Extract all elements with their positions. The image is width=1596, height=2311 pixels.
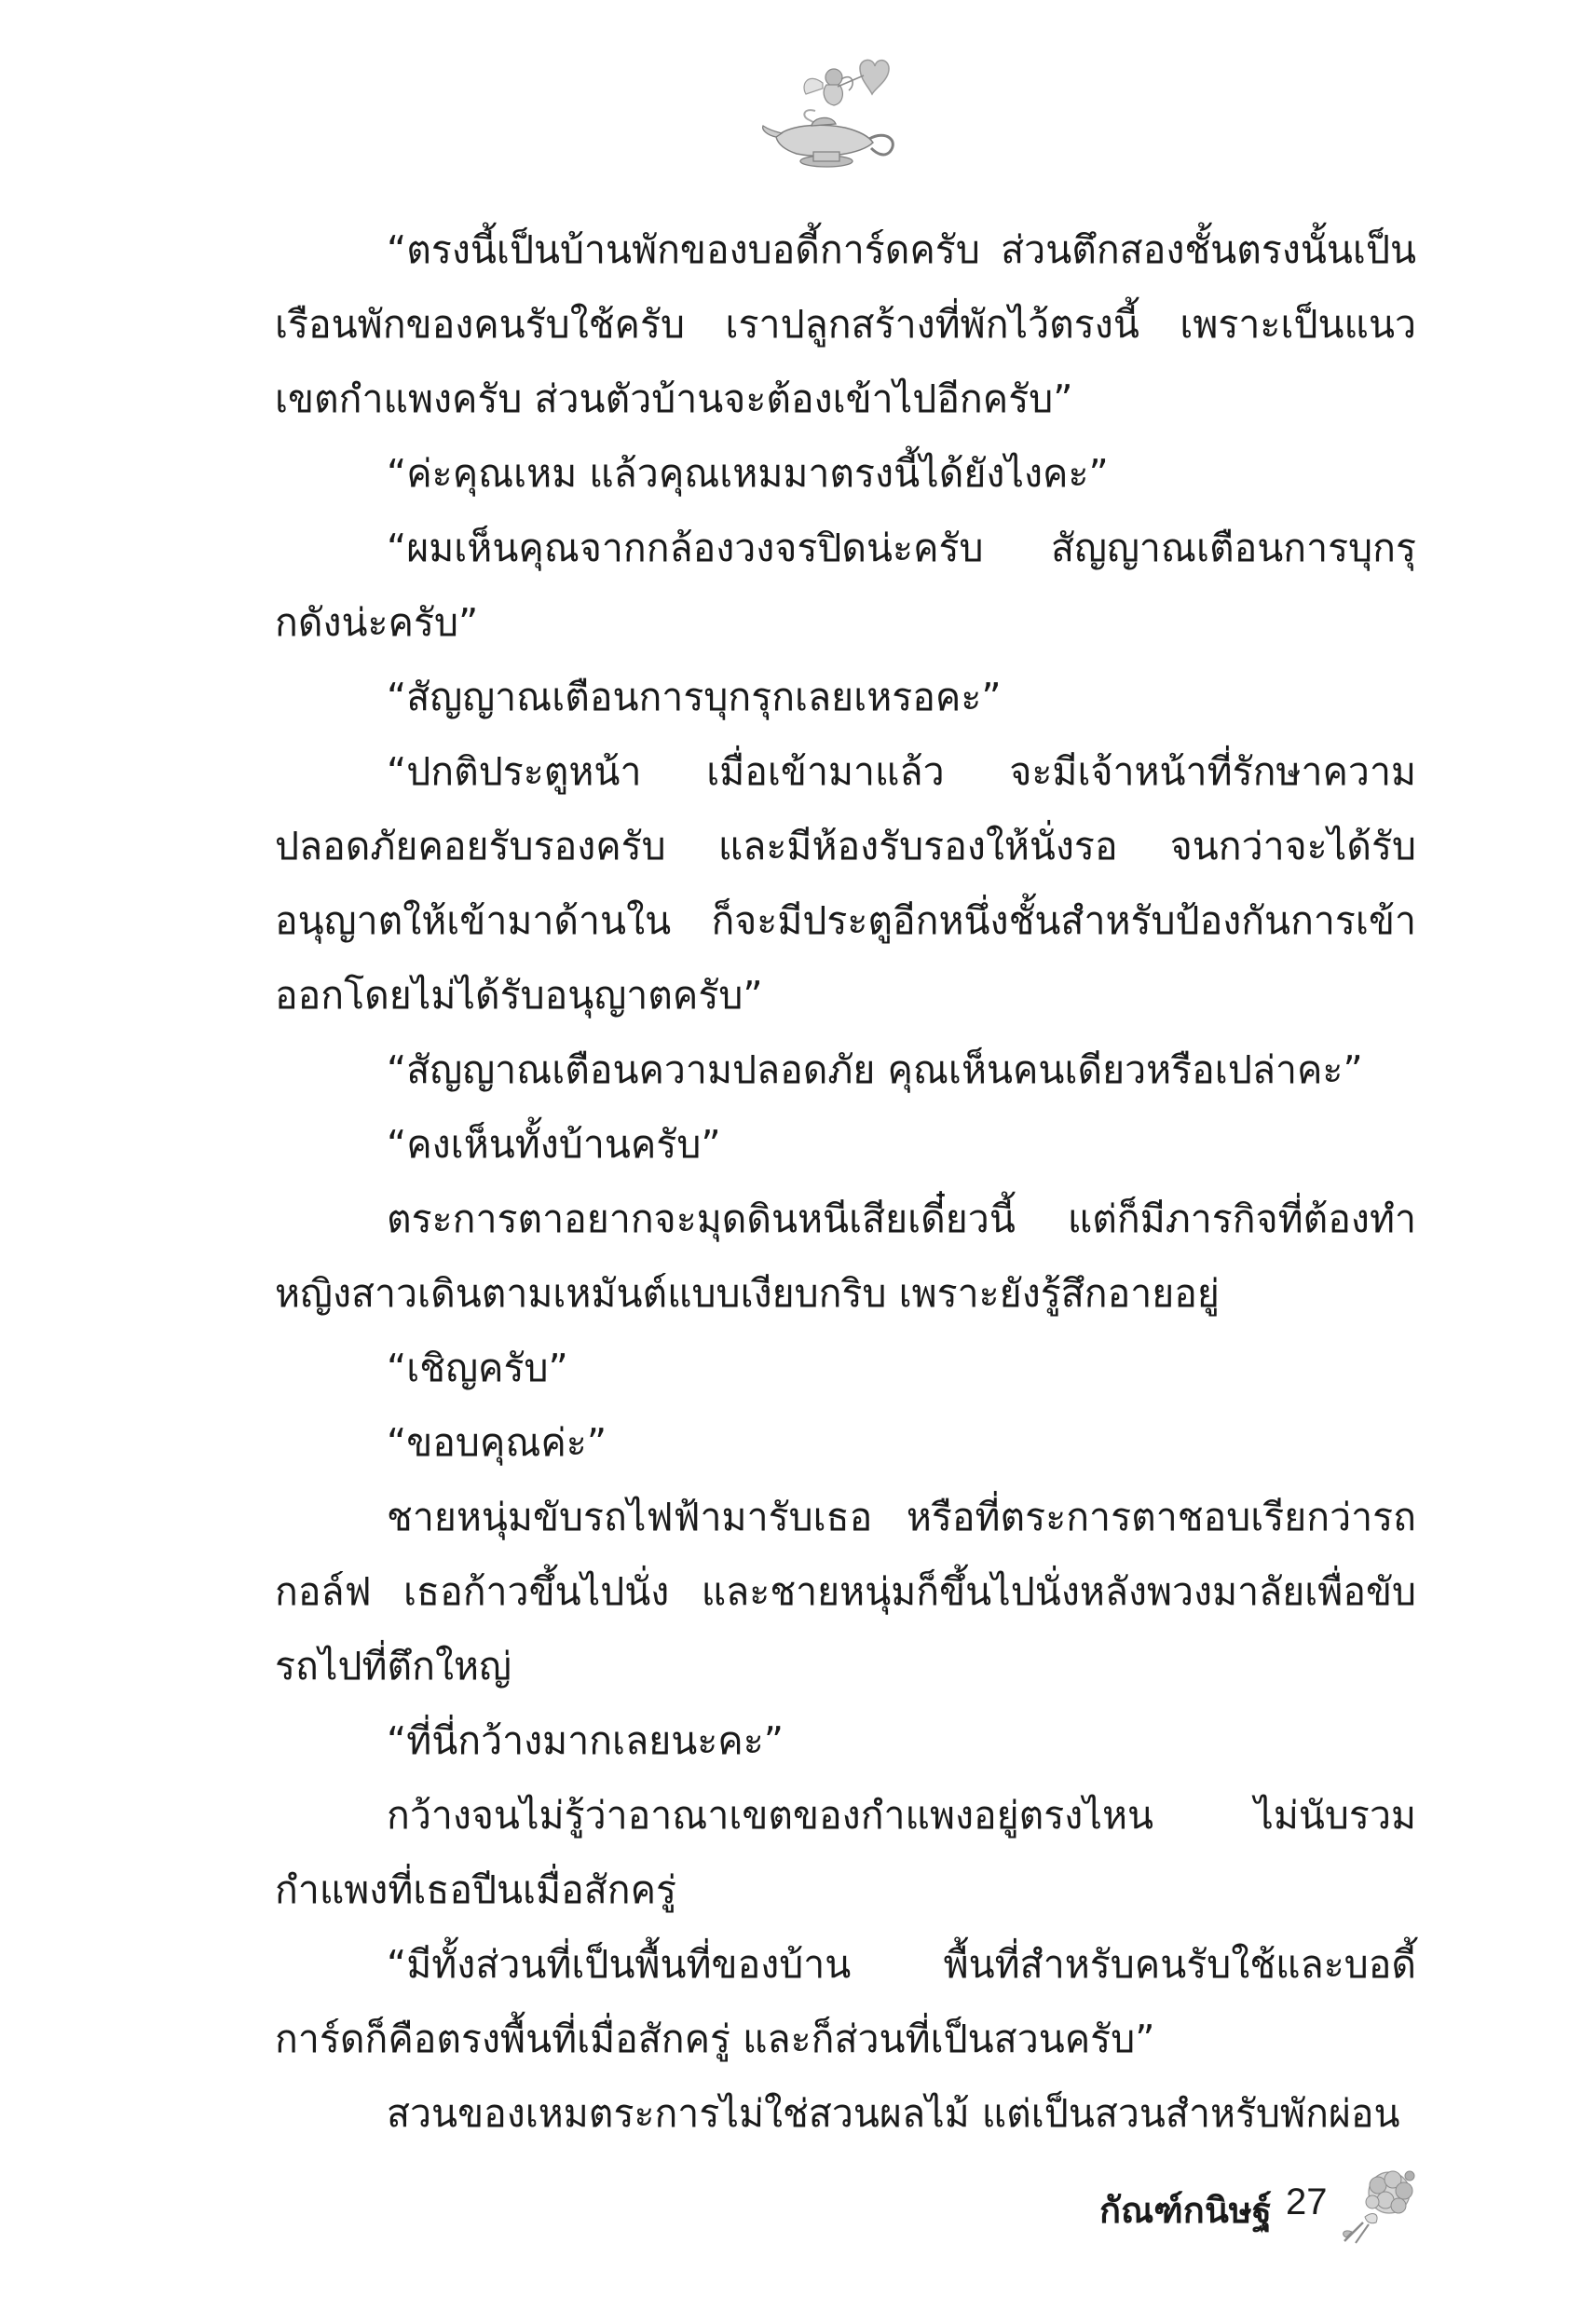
lamp-with-cupid-ornament-icon xyxy=(759,51,904,177)
paragraph: “ที่นี่กว้างมากเลยนะคะ” xyxy=(387,1718,784,1763)
paragraph: “สัญญาณเตือนความปลอดภัย คุณเห็นคนเดียวหรือเปล่าคะ” xyxy=(387,1047,1363,1092)
paragraph: “ค่ะคุณเหม แล้วคุณเหมมาตรงนี้ได้ยังไงคะ” xyxy=(387,451,1109,496)
book-title: กัณฑ์กนิษฐ์ xyxy=(1099,2190,1272,2231)
paragraph: ชายหนุ่มขับรถไฟฟ้ามารับเธอ หรือที่ตระการตาชอบเรียกว่ารถกอล์ฟ เธอก้าวขึ้นไปนั่ง และชายหนุ่มก็ขึ้นไปนั่งหลังพวงมาลัยเพื่อขับรถไปที่ตึกใหญ่ xyxy=(275,1495,1416,1689)
paragraph: “คงเห็นทั้งบ้านครับ” xyxy=(387,1122,721,1167)
chapter-body xyxy=(275,212,1416,2151)
paragraph: “ตรงนี้เป็นบ้านพักของบอดี้การ์ดครับ ส่วนตึกสองชั้นตรงนั้นเป็นเรือนพักของคนรับใช้ครับ เราปลูกสร้างที่พักไว้ตรงนี้ เพราะเป็นแนวเขตกำแพงครับ ส่วนตัวบ้านจะต้องเข้าไปอีกครับ” xyxy=(275,227,1416,421)
page-footer xyxy=(1099,2157,1509,2246)
paragraph: “สัญญาณเตือนการบุกรุกเลยเหรอคะ” xyxy=(387,675,1002,719)
flower-bouquet-ornament-icon xyxy=(1328,2157,1435,2246)
paragraph: สวนของเหมตระการไม่ใช่สวนผลไม้ แต่เป็นสวนสำหรับพักผ่อน xyxy=(387,2091,1400,2136)
page-number: 27 xyxy=(1286,2181,1328,2222)
paragraph: “ปกติประตูหน้า เมื่อเข้ามาแล้ว จะมีเจ้าหน้าที่รักษาความปลอดภัยคอยรับรองครับ และมีห้องรับรองให้นั่งรอ จนกว่าจะได้รับอนุญาตให้เข้ามาด้านใน ก็จะมีประตูอีกหนึ่งชั้นสำหรับป้องกันการเข้าออกโดยไม่ได้รับอนุญาตครับ” xyxy=(275,749,1416,1018)
paragraph: “ขอบคุณค่ะ” xyxy=(387,1420,607,1465)
paragraph: ตระการตาอยากจะมุดดินหนีเสียเดี๋ยวนี้ แต่ก็มีภารกิจที่ต้องทำหญิงสาวเดินตามเหมันต์แบบเงียบกริบ เพราะยังรู้สึกอายอยู่ xyxy=(275,1197,1416,1316)
paragraph: “เชิญครับ” xyxy=(387,1346,568,1390)
paragraph: “มีทั้งส่วนที่เป็นพื้นที่ของบ้าน พื้นที่สำหรับคนรับใช้และบอดี้การ์ดก็คือตรงพื้นที่เมื่อสักครู่ และก็ส่วนที่เป็นสวนครับ” xyxy=(275,1942,1416,2061)
paragraph: “ผมเห็นคุณจากกล้องวงจรปิดน่ะครับ สัญญาณเตือนการบุกรุกดังน่ะครับ” xyxy=(275,526,1416,645)
paragraph: กว้างจนไม่รู้ว่าอาณาเขตของกำแพงอยู่ตรงไหน ไม่นับรวมกำแพงที่เธอปีนเมื่อสักครู่ xyxy=(275,1793,1416,1912)
